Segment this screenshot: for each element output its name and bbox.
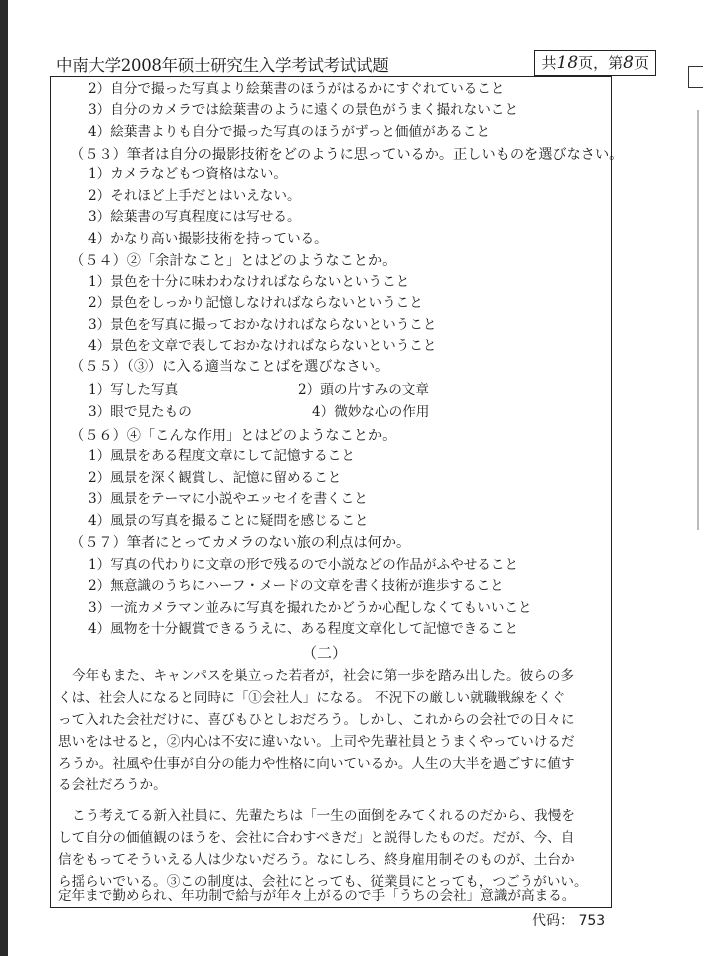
passage-line: 思いをはせると，②内心は不安に違いない。上司や先輩社員とうまくやっていけるだ — [58, 734, 575, 750]
q57-option-4: 4）風物を十分観賞できるうえに、ある程度文章化して記憶できること — [88, 621, 519, 637]
q55-option-4: 4）微妙な心の作用 — [312, 404, 430, 420]
q57-option-1: 1）写真の代わりに文章の形で残るので小説などの作品がふやせること — [88, 557, 519, 573]
page-counter-prefix: 共 — [541, 54, 557, 72]
q56-question: （５６）④「こんな作用」とはどのようなことか。 — [70, 428, 397, 444]
q57-question: （５７）筆者にとってカメラのない旅の利点は何か。 — [70, 535, 411, 551]
q57-option-2: 2）無意識のうちにハーフ・メードの文章を書く技術が進歩すること — [88, 578, 504, 594]
page-current: 8 — [623, 53, 634, 73]
q54-option-4: 4）景色を文章で表しておかなければならないということ — [88, 338, 437, 354]
exam-title: 中南大学2008年硕士研究生入学考试考试试题 — [56, 56, 389, 75]
q57-option-3: 3）一流カメラマン並みに写真を撮れたかどうか心配しなくてもいいこと — [88, 600, 532, 616]
passage-line: して自分の価値観のほうを、会社に合わすべきだ」と説得したものだ。だが、今、自 — [58, 830, 575, 846]
q55-option-2: 2）頭の片すみの文章 — [298, 382, 429, 398]
paper-code: 代码： 753 — [532, 913, 606, 929]
q55-option-1: 1）写した写真 — [88, 382, 179, 398]
scan-right-bracket-mark — [688, 66, 703, 88]
section-two-heading: （二） — [302, 644, 348, 662]
page-total: 18 — [556, 53, 579, 73]
q52-option-4: 4）絵葉書よりも自分で撮った写真のほうがずっと価値があること — [88, 124, 491, 140]
passage-line: って入れた会社だけに、喜びもひとしおだろう。しかし、これからの会社での日々に — [58, 712, 575, 728]
passage-line: ら揺らいでいる。③この制度は、会社にとっても、従業員にとっても，つごうがいい。 — [58, 874, 588, 890]
q54-question: （５４）②「余計なこと」とはどのようなことか。 — [70, 253, 397, 269]
page-counter-middle: 页，第 — [578, 54, 624, 72]
q55-question: （５５）（③）に入る適当なことばを選びなさい。 — [70, 359, 390, 375]
q53-option-3: 3）絵葉書の写真程度には写せる。 — [88, 209, 301, 225]
passage-line: る会社だろうか。 — [58, 777, 167, 793]
passage-line: 信をもってそういえる人は少ないだろう。なにしろ、終身雇用制そのものが、土台か — [58, 852, 575, 868]
q54-option-2: 2）景色をしっかり記憶しなければならないということ — [88, 295, 423, 311]
q53-option-2: 2）それほど上手だとはいえない。 — [88, 188, 301, 204]
passage-line: くは、社会人になると同時に「①会社人」になる。 不況下の厳しい就職戦線をくぐ — [58, 690, 566, 706]
page-header — [56, 50, 656, 76]
passage-line: ろうか。社風や仕事が自分の能力や性格に向いているか。人生の大半を過ごすに値す — [58, 756, 575, 772]
q52-option-3: 3）自分のカメラでは絵葉書のように遠くの景色がうまく撮れないこと — [88, 102, 519, 118]
passage-line: 定年まで勤められ、年功制で給与が年々上がるので手「うちの会社」意識が高まる。 — [58, 888, 576, 904]
q53-question: （５３）筆者は自分の撮影技術をどのように思っているか。正しいものを選びなさい。 — [70, 147, 624, 163]
q53-option-1: 1）カメラなどもつ資格はない。 — [88, 166, 287, 182]
q56-option-4: 4）風景の写真を撮ることに疑問を感じること — [88, 513, 369, 529]
q54-option-1: 1）景色を十分に味わわなければならないということ — [88, 274, 410, 290]
page-counter-suffix: 页 — [633, 54, 649, 72]
q55-option-3: 3）眼で見たもの — [88, 404, 192, 420]
q53-option-4: 4）かなり高い撮影技術を持っている。 — [88, 231, 328, 247]
passage-line: 今年もまた、キャンパスを巣立った若者が，社会に第一歩を踏み出した。彼らの多 — [72, 668, 575, 684]
passage-line: こう考えてる新入社員に、先輩たちは「一生の面倒をみてくれるのだから、我慢を — [72, 808, 575, 824]
scan-right-edge — [697, 110, 699, 530]
q54-option-3: 3）景色を写真に撮っておかなければならないということ — [88, 317, 437, 333]
q56-option-1: 1）風景をある程度文章にして記憶すること — [88, 448, 355, 464]
page-counter — [534, 50, 656, 76]
q56-option-2: 2）風景を深く観賞し、記憶に留めること — [88, 470, 342, 486]
q52-option-2: 2）自分で撮った写真より絵葉書のほうがはるかにすぐれていること — [88, 81, 505, 97]
q56-option-3: 3）風景をテーマに小説やエッセイを書くこと — [88, 491, 368, 507]
scan-left-edge — [0, 0, 8, 956]
